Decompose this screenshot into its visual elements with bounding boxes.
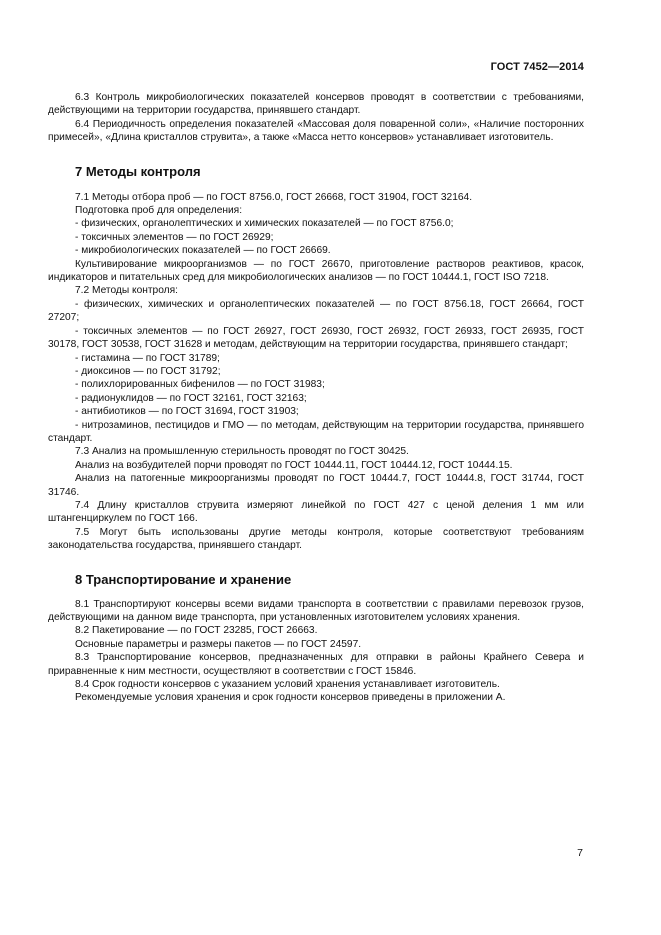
- list-item: - физических, органолептических и химических показателей — по ГОСТ 8756.0;: [75, 218, 454, 230]
- paragraph-7-3: 7.3 Анализ на промышленную стерильность проводят по ГОСТ 30425.: [75, 446, 409, 458]
- list-item: - микробиологических показателей — по ГОСТ 26669.: [75, 245, 331, 257]
- paragraph-7-4: 7.4 Длину кристаллов струвита измеряют линейкой по ГОСТ 427 с ценой деления 1 мм или штангенциркулем по ГОСТ 166.: [48, 499, 584, 525]
- paragraph-8-4: 8.4 Срок годности консервов с указанием условий хранения устанавливает изготовитель.: [75, 679, 500, 691]
- paragraph-cultivation: Культивирование микроорганизмов — по ГОСТ 26670, приготовление растворов реактивов, красок, индикаторов и питательных сред для микробиологических анализов — по ГОСТ 10444.1, ГОСТ ISO 7218.: [48, 258, 584, 284]
- paragraph-sample-prep-intro: Подготовка проб для определения:: [75, 205, 243, 217]
- paragraph-8-2: 8.2 Пакетирование — по ГОСТ 23285, ГОСТ 26663.: [75, 625, 318, 637]
- list-item: - нитрозаминов, пестицидов и ГМО — по методам, действующим на территории государства, принявшего стандарт.: [48, 419, 584, 444]
- page-content: [48, 91, 584, 705]
- list-item: - физических, химических и органолептических показателей — по ГОСТ 8756.18, ГОСТ 26664, ГОСТ 27207;: [48, 298, 584, 324]
- page-number: 7: [577, 847, 583, 859]
- list-item: - радионуклидов — по ГОСТ 32161, ГОСТ 32163;: [75, 392, 307, 404]
- paragraph-7-2: 7.2 Методы контроля:: [75, 285, 178, 297]
- list-item: - диоксинов — по ГОСТ 31792;: [75, 365, 221, 377]
- list-item: - антибиотиков — по ГОСТ 31694, ГОСТ 31903;: [75, 406, 299, 418]
- paragraph-8-1: 8.1 Транспортируют консервы всеми видами транспорта в соответствии с правилами перевозок грузов, действующими на данном виде транспорта, при установленных изготовителем условиях хранения.: [48, 598, 584, 623]
- paragraph-6-4: 6.4 Периодичность определения показателей «Массовая доля поваренной соли», «Наличие посторонних примесей», «Длина кристаллов струвита», а также «Масса нетто консервов» устанавливает изготовитель.: [48, 118, 584, 144]
- paragraph-8-3: 8.3 Транспортирование консервов, предназначенных для отправки в районы Крайнего Севера и приравненные к ним местности, осуществляют в соответствии с ГОСТ 15846.: [48, 652, 584, 677]
- list-item: - токсичных элементов — по ГОСТ 26927, ГОСТ 26930, ГОСТ 26932, ГОСТ 26933, ГОСТ 26935, ГОСТ 30178, ГОСТ 30538, ГОСТ 31628 и методам, действующим на территории государства, принявшего стандарт;: [48, 325, 584, 351]
- paragraph-spoilage-analysis: Анализ на возбудителей порчи проводят по ГОСТ 10444.11, ГОСТ 10444.12, ГОСТ 10444.15.: [75, 459, 513, 471]
- document-code-header: ГОСТ 7452—2014: [490, 61, 584, 73]
- list-item: - гистамина — по ГОСТ 31789;: [75, 352, 220, 364]
- list-item: - токсичных элементов — по ГОСТ 26929;: [75, 231, 274, 243]
- paragraph-storage-recommendation: Рекомендуемые условия хранения и срок годности консервов приведены в приложении А.: [75, 692, 506, 704]
- section-8-heading: 8 Транспортирование и хранение: [75, 571, 292, 587]
- paragraph-package-params: Основные параметры и размеры пакетов — по ГОСТ 24597.: [75, 638, 362, 650]
- paragraph-pathogen-analysis: Анализ на патогенные микроорганизмы проводят по ГОСТ 10444.7, ГОСТ 10444.8, ГОСТ 31744, ГОСТ 31746.: [48, 473, 584, 498]
- paragraph-6-3: 6.3 Контроль микробиологических показателей консервов проводят в соответствии с требованиями, действующими на территории государства, принявшего стандарт.: [48, 92, 584, 117]
- paragraph-7-5: 7.5 Могут быть использованы другие методы контроля, которые соответствуют требованиям законодательства государства, принявшего стандарт.: [48, 526, 584, 552]
- list-item: - полихлорированных бифенилов — по ГОСТ 31983;: [75, 379, 325, 391]
- section-7-heading: 7 Методы контроля: [75, 163, 201, 179]
- paragraph-7-1: 7.1 Методы отбора проб — по ГОСТ 8756.0, ГОСТ 26668, ГОСТ 31904, ГОСТ 32164.: [75, 191, 473, 203]
